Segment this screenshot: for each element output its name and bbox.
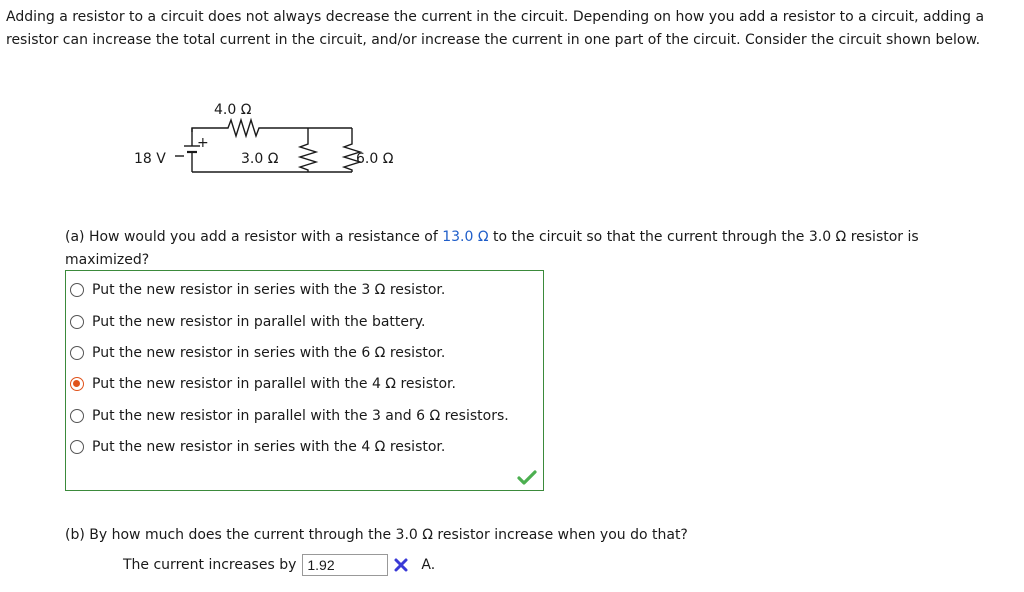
answer-label: The current increases by: [123, 557, 297, 573]
battery-plus-sign: +: [197, 135, 209, 151]
resistor-6ohm-label: 6.0 Ω: [356, 151, 394, 167]
resistor-4ohm-label: 4.0 Ω: [214, 102, 252, 118]
resistance-value: 13.0 Ω: [442, 229, 489, 245]
option-label: Put the new resistor in series with the 4 Ω resistor.: [92, 439, 446, 455]
part-b-question: (b) By how much does the current through the 3.0 Ω resistor increase when you do that?: [65, 527, 688, 543]
unit-label: A.: [421, 557, 436, 573]
option-parallel-4ohm[interactable]: [70, 374, 456, 394]
battery-label: 18 V: [134, 151, 166, 167]
resistor-4ohm-zigzag: [216, 120, 308, 136]
answer-input[interactable]: [302, 554, 388, 576]
answer-options-box: [65, 270, 544, 491]
radio-button[interactable]: [70, 346, 84, 360]
option-label: Put the new resistor in parallel with the 3 and 6 Ω resistors.: [92, 408, 509, 424]
radio-button[interactable]: [70, 409, 84, 423]
resistor-3ohm-label: 3.0 Ω: [241, 151, 279, 167]
radio-button[interactable]: [70, 440, 84, 454]
radio-button[interactable]: [70, 283, 84, 297]
option-series-6ohm[interactable]: [70, 343, 445, 363]
option-series-3ohm[interactable]: [70, 280, 445, 300]
x-icon: [393, 557, 409, 573]
circuit-diagram: [120, 92, 420, 192]
checkmark-icon: [517, 470, 537, 486]
intro-text: Adding a resistor to a circuit does not always decrease the current in the circuit. Depending on how you add a resistor to a circuit, adding a resistor can increase the total current in the circuit, and/or increase the current in one part of the circuit. Consider the circuit shown below.: [6, 9, 985, 48]
option-parallel-3-and-6ohm[interactable]: [70, 406, 509, 426]
circuit-svg: [120, 92, 420, 192]
radio-button[interactable]: [70, 315, 84, 329]
option-label: Put the new resistor in series with the 3 Ω resistor.: [92, 282, 446, 298]
option-label: Put the new resistor in parallel with the battery.: [92, 314, 426, 330]
resistor-3ohm-zigzag: [300, 128, 316, 172]
option-label: Put the new resistor in parallel with the 4 Ω resistor.: [92, 376, 456, 392]
part-a-question: [65, 226, 1005, 271]
wire-top-left: [192, 128, 216, 132]
option-parallel-battery[interactable]: [70, 312, 426, 332]
part-a-suffix: to the circuit so that the current through the 3.0 Ω resistor is maximized?: [65, 229, 919, 268]
radio-button-selected[interactable]: [70, 377, 84, 391]
option-series-4ohm[interactable]: [70, 437, 445, 457]
answer-row: [123, 553, 435, 577]
part-a-prefix: (a) How would you add a resistor with a resistance of: [65, 229, 443, 245]
option-label: Put the new resistor in series with the 6 Ω resistor.: [92, 345, 446, 361]
